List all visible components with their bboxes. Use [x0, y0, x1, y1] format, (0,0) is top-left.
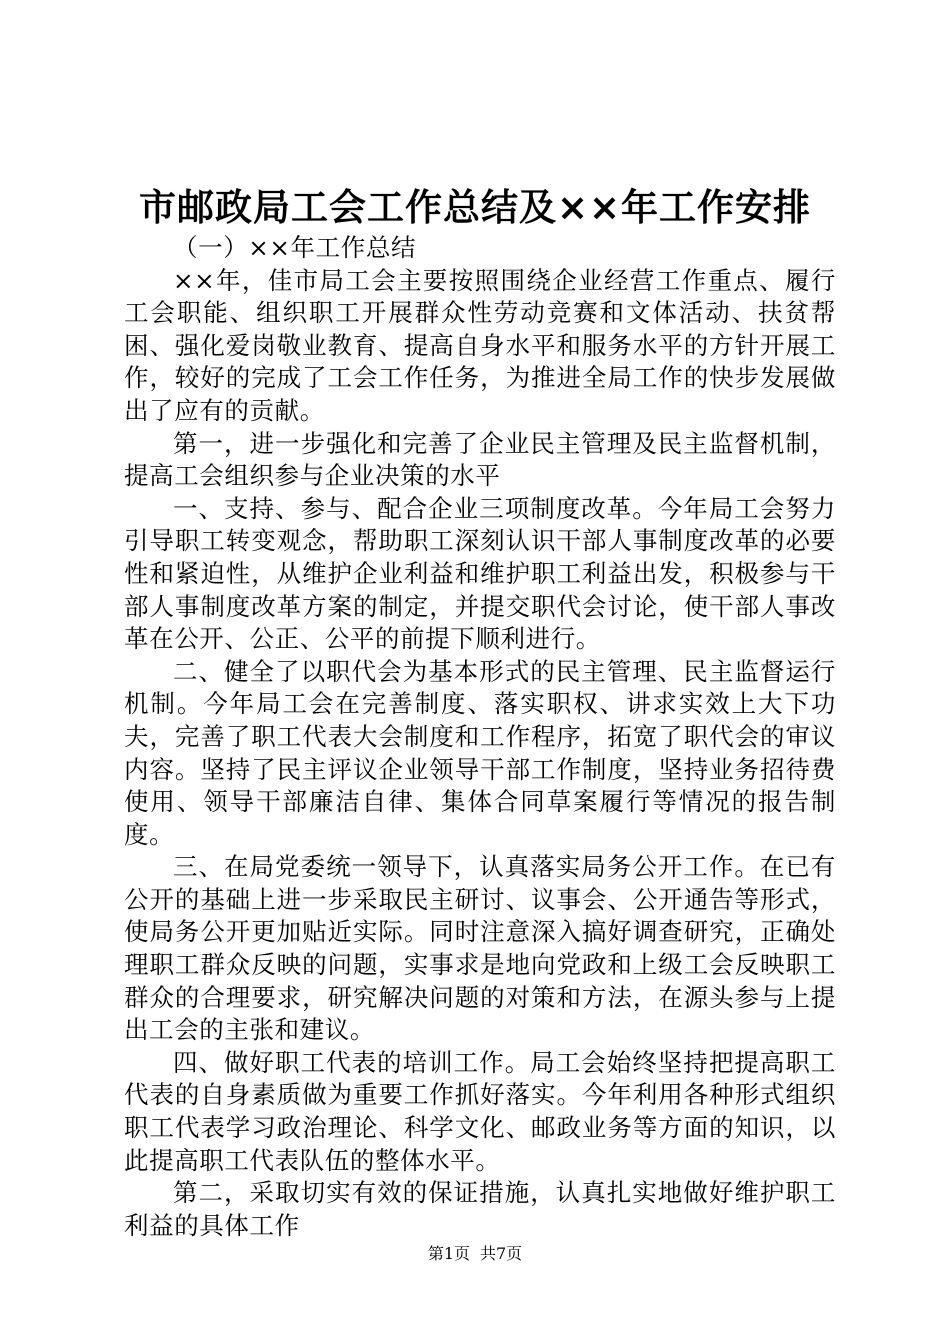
- body-paragraph: 二、健全了以职代会为基本形式的民主管理、民主监督运行机制。今年局工会在完善制度、落实职权、讲求实效上大下功夫，完善了职工代表大会制度和工作程序，拓宽了职代会的审议内容。坚持了民主评议企业领导干部工作制度，坚持业务招待费使用、领导干部廉洁自律、集体合同草案履行等情况的报告制度。: [124, 656, 836, 849]
- body-paragraph: 三、在局党委统一领导下，认真落实局务公开工作。在已有公开的基础上进一步采取民主研讨、议事会、公开通告等形式，使局务公开更加贴近实际。同时注意深入搞好调查研究，正确处理职工群众反映的问题，实事求是地向党政和上级工会反映职工群众的合理要求，研究解决问题的对策和方法，在源头参与上提出工会的主张和建议。: [124, 852, 836, 1045]
- document-body: [124, 232, 836, 1242]
- page-number: 第1页: [427, 1244, 470, 1263]
- sub-section-heading: 第一，进一步强化和完善了企业民主管理及民主监督机制，提高工会组织参与企业决策的水平: [124, 428, 836, 491]
- page-footer: [0, 1243, 950, 1265]
- document-title: 市邮政局工会工作总结及××年工作安排: [138, 186, 811, 229]
- sub-section-heading: 第二，采取切实有效的保证措施，认真扎实地做好维护职工利益的具体工作: [124, 1178, 836, 1240]
- body-paragraph: ××年，佳市局工会主要按照围绕企业经营工作重点、履行工会职能、组织职工开展群众性劳动竞赛和文体活动、扶贫帮困、强化爱岗敬业教育、提高自身水平和服务水平的方针开展工作，较好的完成了工会工作任务，为推进全局工作的快步发展做出了应有的贡献。: [124, 265, 836, 425]
- page-count: 共7页: [480, 1244, 523, 1263]
- body-paragraph: 一、支持、参与、配合企业三项制度改革。今年局工会努力引导职工转变观念，帮助职工深刻认识干部人事制度改革的必要性和紧迫性，从维护企业利益和维护职工利益出发，积极参与干部人事制度改革方案的制定，并提交职代会讨论，使干部人事改革在公开、公正、公平的前提下顺利进行。: [124, 493, 836, 654]
- body-paragraph: 四、做好职工代表的培训工作。局工会始终坚持把提高职工代表的自身素质做为重要工作抓好落实。今年利用各种形式组织职工代表学习政治理论、科学文化、邮政业务等方面的知识，以此提高职工代表队伍的整体水平。: [124, 1047, 836, 1175]
- section-heading: （一）××年工作总结: [173, 233, 417, 262]
